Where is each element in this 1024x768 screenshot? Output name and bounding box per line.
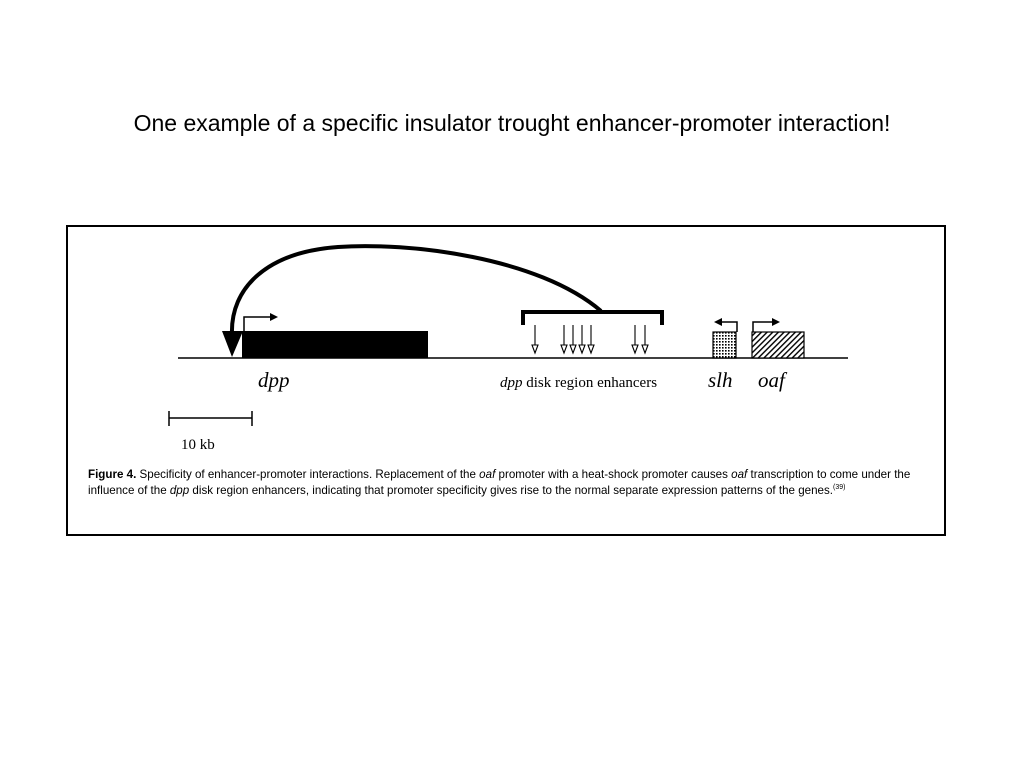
enhancers-label-rest: disk region enhancers: [522, 375, 658, 391]
figure-label: Figure 4.: [88, 468, 137, 481]
scale-bar: [169, 411, 252, 426]
slh-gene-block: [713, 332, 736, 358]
slh-label: slh: [708, 368, 733, 392]
dpp-label: dpp: [258, 368, 290, 392]
enhancer-arrow: [561, 325, 567, 353]
scale-bar-label: 10 kb: [181, 437, 215, 453]
caption-text-3: transcription to come under the influence of the: [88, 468, 911, 497]
oaf-label: oaf: [758, 368, 785, 392]
caption-oaf: oaf: [479, 468, 496, 481]
caption-text-4: disk region enhancers, indicating that promoter specificity gives rise to the normal separate expression patterns of the genes.: [189, 484, 834, 497]
dpp-promoter-arrow-icon: [244, 313, 278, 331]
figure-caption: [88, 467, 928, 499]
slh-promoter-arrow-icon: [714, 318, 737, 332]
caption-oaf-2: oaf: [731, 468, 748, 481]
caption-text-2: promoter with a heat-shock promoter causes: [495, 468, 732, 481]
figure-panel: [66, 225, 946, 536]
slide-title: One example of a specific insulator trought enhancer-promoter interaction!: [133, 110, 891, 136]
caption-reference: (39): [833, 484, 846, 492]
oaf-gene-block: [752, 332, 804, 358]
caption-dpp: dpp: [169, 484, 190, 497]
enhancer-bracket: [523, 312, 662, 325]
enhancers-label: [500, 375, 657, 391]
enhancer-arrow: [588, 325, 594, 353]
enhancers-label-dpp: dpp: [500, 375, 523, 391]
enhancer-arrow: [579, 325, 585, 353]
enhancer-arrows: [532, 325, 648, 353]
enhancer-arrow: [532, 325, 538, 353]
caption-text-1: Specificity of enhancer-promoter interactions. Replacement of the: [136, 468, 480, 481]
dpp-gene-block: [242, 331, 428, 358]
enhancer-arrow: [642, 325, 648, 353]
enhancer-arrow: [632, 325, 638, 353]
enhancer-arrow: [570, 325, 576, 353]
oaf-promoter-arrow-icon: [753, 318, 780, 332]
